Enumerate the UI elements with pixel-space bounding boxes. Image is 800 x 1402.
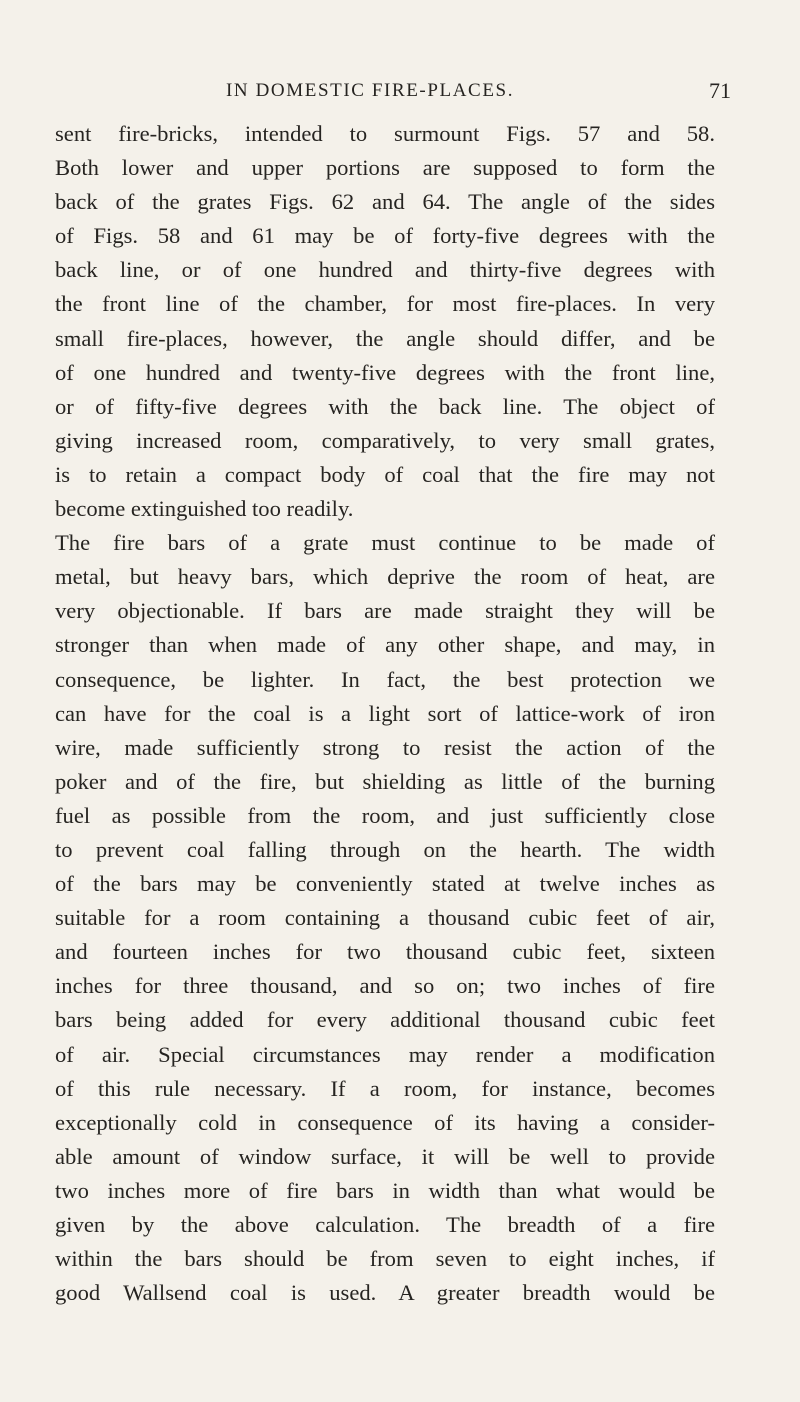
text-line: the front line of the chamber, for most fire-places. In very (55, 291, 715, 317)
text-line: wire, made sufficiently strong to resist the action of the (55, 734, 715, 760)
body-text (55, 117, 715, 1310)
text-line: sent fire-bricks, intended to surmount Figs. 57 and 58. (55, 121, 715, 146)
text-line: of Figs. 58 and 61 may be of forty-five degrees with the (55, 223, 715, 249)
text-line: and fourteen inches for two thousand cubic feet, sixteen (55, 939, 715, 965)
text-line: two inches more of fire bars in width than what would be (55, 1177, 715, 1203)
text-line: or of fifty-five degrees with the back line. The object of (55, 393, 715, 419)
paragraph-start-line: The fire bars of a grate must continue to be made of (55, 530, 715, 556)
text-line: inches for three thousand, and so on; two inches of fire (55, 973, 715, 999)
text-line: of one hundred and twenty-five degrees with the front line, (55, 359, 715, 385)
text-line: to prevent coal falling through on the hearth. The width (55, 836, 715, 862)
text-line: bars being added for every additional thousand cubic feet (55, 1007, 715, 1033)
text-line: given by the above calculation. The breadth of a fire (55, 1212, 715, 1237)
text-line: of the bars may be conveniently stated at twelve inches as (55, 871, 715, 897)
text-line: within the bars should be from seven to eight inches, if (55, 1246, 715, 1272)
text-line: back of the grates Figs. 62 and 64. The angle of the sides (55, 189, 715, 215)
text-line: able amount of window surface, it will be well to provide (55, 1143, 715, 1169)
text-line: stronger than when made of any other shape, and may, in (55, 632, 715, 658)
page-number: 71 (709, 78, 731, 103)
text-line: poker and of the fire, but shielding as little of the burning (55, 768, 715, 794)
text-line: can have for the coal is a light sort of lattice-work of iron (55, 700, 715, 726)
text-line: back line, or of one hundred and thirty-five degrees with (55, 257, 715, 283)
text-line: become extinguished too readily. (55, 496, 354, 522)
text-line: very objectionable. If bars are made straight they will be (55, 598, 715, 624)
text-line: good Wallsend coal is used. A greater breadth would be (55, 1280, 715, 1306)
text-line: suitable for a room containing a thousand cubic feet of air, (55, 905, 715, 931)
text-line: giving increased room, comparatively, to very small grates, (55, 427, 715, 453)
text-line: of air. Special circumstances may render a modification (55, 1041, 715, 1067)
running-head: IN DOMESTIC FIRE-PLACES. (226, 80, 515, 101)
text-line: of this rule necessary. If a room, for instance, becomes (55, 1075, 715, 1101)
text-line: exceptionally cold in consequence of its having a consider- (55, 1109, 715, 1135)
page-header (0, 78, 800, 112)
text-line: fuel as possible from the room, and just sufficiently close (55, 802, 715, 828)
text-line: metal, but heavy bars, which deprive the room of heat, are (55, 564, 715, 590)
text-line: Both lower and upper portions are supposed to form the (55, 155, 715, 181)
text-line: small fire-places, however, the angle should differ, and be (55, 325, 715, 351)
text-line: is to retain a compact body of coal that the fire may not (55, 461, 715, 487)
text-line: consequence, be lighter. In fact, the best protection we (55, 666, 715, 692)
